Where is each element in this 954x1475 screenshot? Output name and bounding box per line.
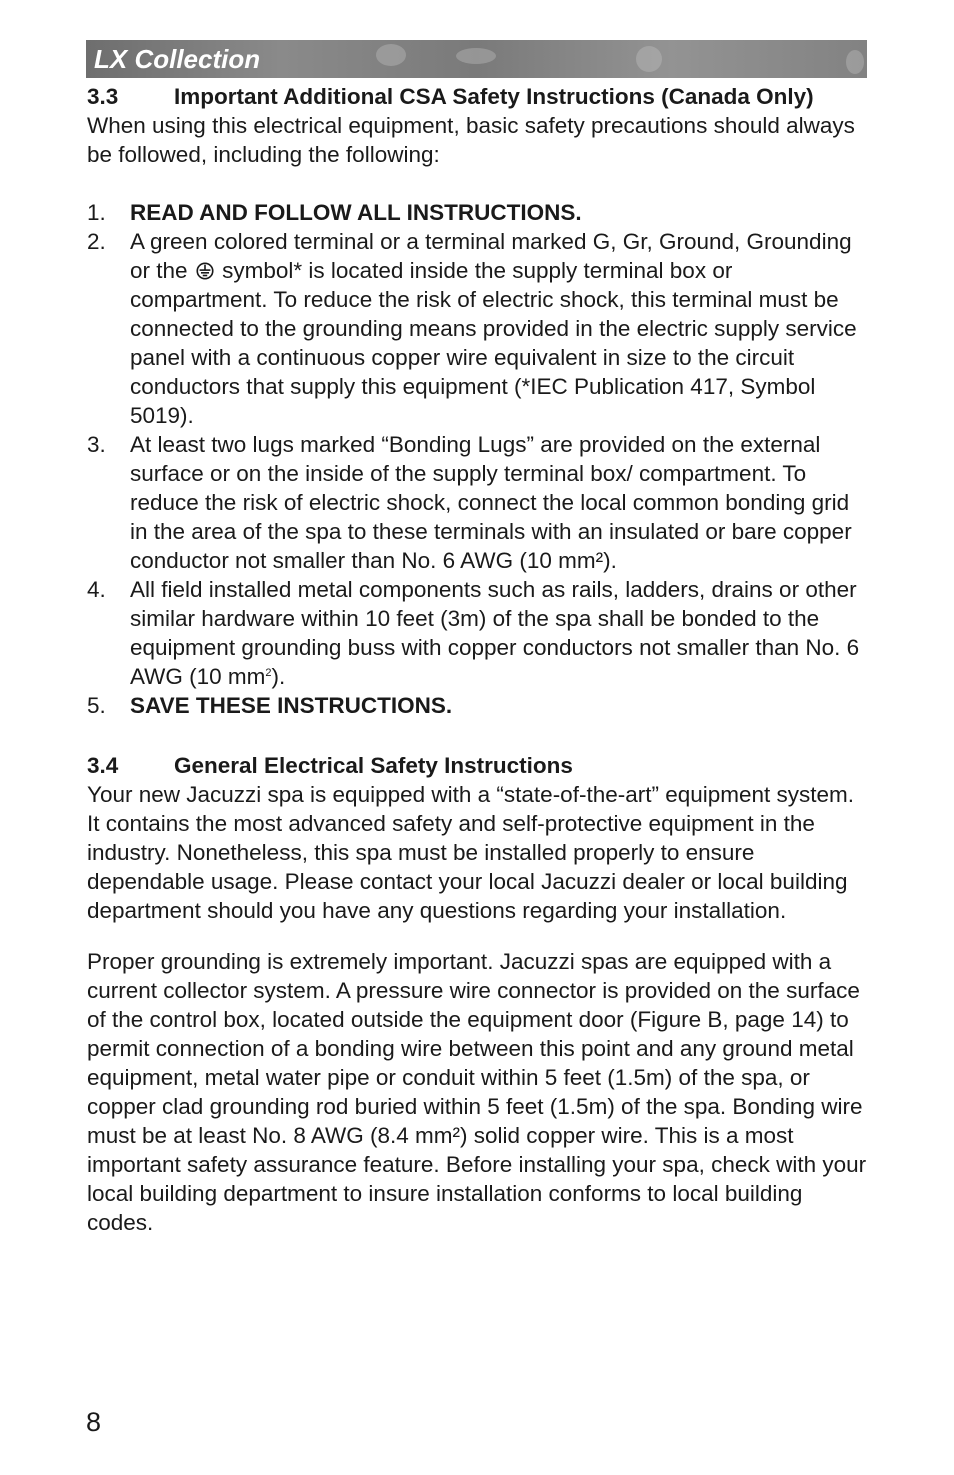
- list-marker: 1.: [87, 200, 106, 225]
- list-marker: 3.: [87, 432, 106, 457]
- header-title: LX Collection: [94, 44, 261, 74]
- section-heading-3-4: [87, 751, 872, 780]
- page-number: 8: [86, 1407, 102, 1437]
- list-marker: 4.: [87, 577, 106, 602]
- paragraph: Your new Jacuzzi spa is equipped with a “state-of-the-art” equipment system. It contains the most advanced safety and self-protective equipment in the industry. Nonetheless, this spa must be installed properly to ensure dependable usage. Please contact your local Jacuzzi dealer or local building department should you have any questions regarding your installation.: [87, 782, 855, 923]
- section-number: 3.3: [87, 84, 119, 109]
- instruction-list: [87, 198, 872, 720]
- section-number: 3.4: [87, 753, 119, 778]
- paragraph: Proper grounding is extremely important. Jacuzzi spas are equipped with a current collector system. A pressure wire connector is provided on the surface of the control box, located outside the equipment door (Figure B, page 14) to permit connection of a bonding wire between this point and any ground metal equipment, metal water pipe or conduit within 5 feet (1.5m) of the spa, or copper clad grounding rod buried within 5 feet (1.5m) of the spa. Bonding wire must be at least No. 8 AWG (8.4 mm²) solid copper wire. This is a most important safety assurance feature. Before installing your spa, check with your local building department to insure installation conforms to local building codes.: [87, 949, 867, 1235]
- list-item-text: [130, 575, 872, 691]
- list-item: [87, 430, 872, 575]
- list-marker: 2.: [87, 229, 106, 254]
- list-item: [87, 575, 872, 691]
- list-marker: 5.: [87, 693, 106, 718]
- list-item-text: At least two lugs marked “Bonding Lugs” are provided on the external surface or on the inside of the supply terminal box/ compartment. To reduce the risk of electric shock, connect the local common bonding grid in the area of the spa to these terminals with an insulated or bare copper conductor not smaller than No. 6 AWG (10 mm²).: [130, 432, 852, 573]
- header-decoration: [376, 44, 406, 66]
- list-item: [87, 198, 872, 227]
- document-body: [87, 82, 872, 1237]
- header-decoration: [846, 50, 864, 74]
- list-item-text: [130, 227, 872, 430]
- list-item-text-part: A green colored terminal or a terminal marked G, Gr, Ground, Grounding or the: [130, 229, 852, 283]
- section-heading-3-3: [87, 82, 872, 111]
- header-decoration: [456, 48, 496, 64]
- list-item-text-part: ).: [271, 664, 286, 689]
- header-decoration: [636, 46, 662, 72]
- section-title: General Electrical Safety Instructions: [174, 753, 573, 778]
- section-intro: When using this electrical equipment, basic safety precautions should always be followed, including the following:: [87, 113, 855, 167]
- section-title: Important Additional CSA Safety Instructions (Canada Only): [174, 84, 814, 109]
- list-item-text: SAVE THESE INSTRUCTIONS.: [130, 693, 453, 718]
- list-item: [87, 691, 872, 720]
- list-item-text-part: symbol* is located inside the supply terminal box or compartment. To reduce the risk of electric shock, this terminal must be connected to the grounding means provided in the electric supply service panel with a continuous copper wire equivalent in size to the circuit conductors that supply this equipment (*IEC Publication 417, Symbol 5019).: [130, 258, 857, 428]
- ground-symbol-icon: [196, 262, 214, 280]
- list-item: [87, 227, 872, 430]
- list-item-text-part: All field installed metal components such as rails, ladders, drains or other similar hardware within 10 feet (3m) of the spa shall be bonded to the equipment grounding buss with copper conductors not smaller than No. 6 AWG (10 mm: [130, 577, 860, 689]
- list-item-text: READ AND FOLLOW ALL INSTRUCTIONS.: [130, 200, 582, 225]
- header-bar: [86, 40, 867, 78]
- superscript: 2: [265, 667, 272, 679]
